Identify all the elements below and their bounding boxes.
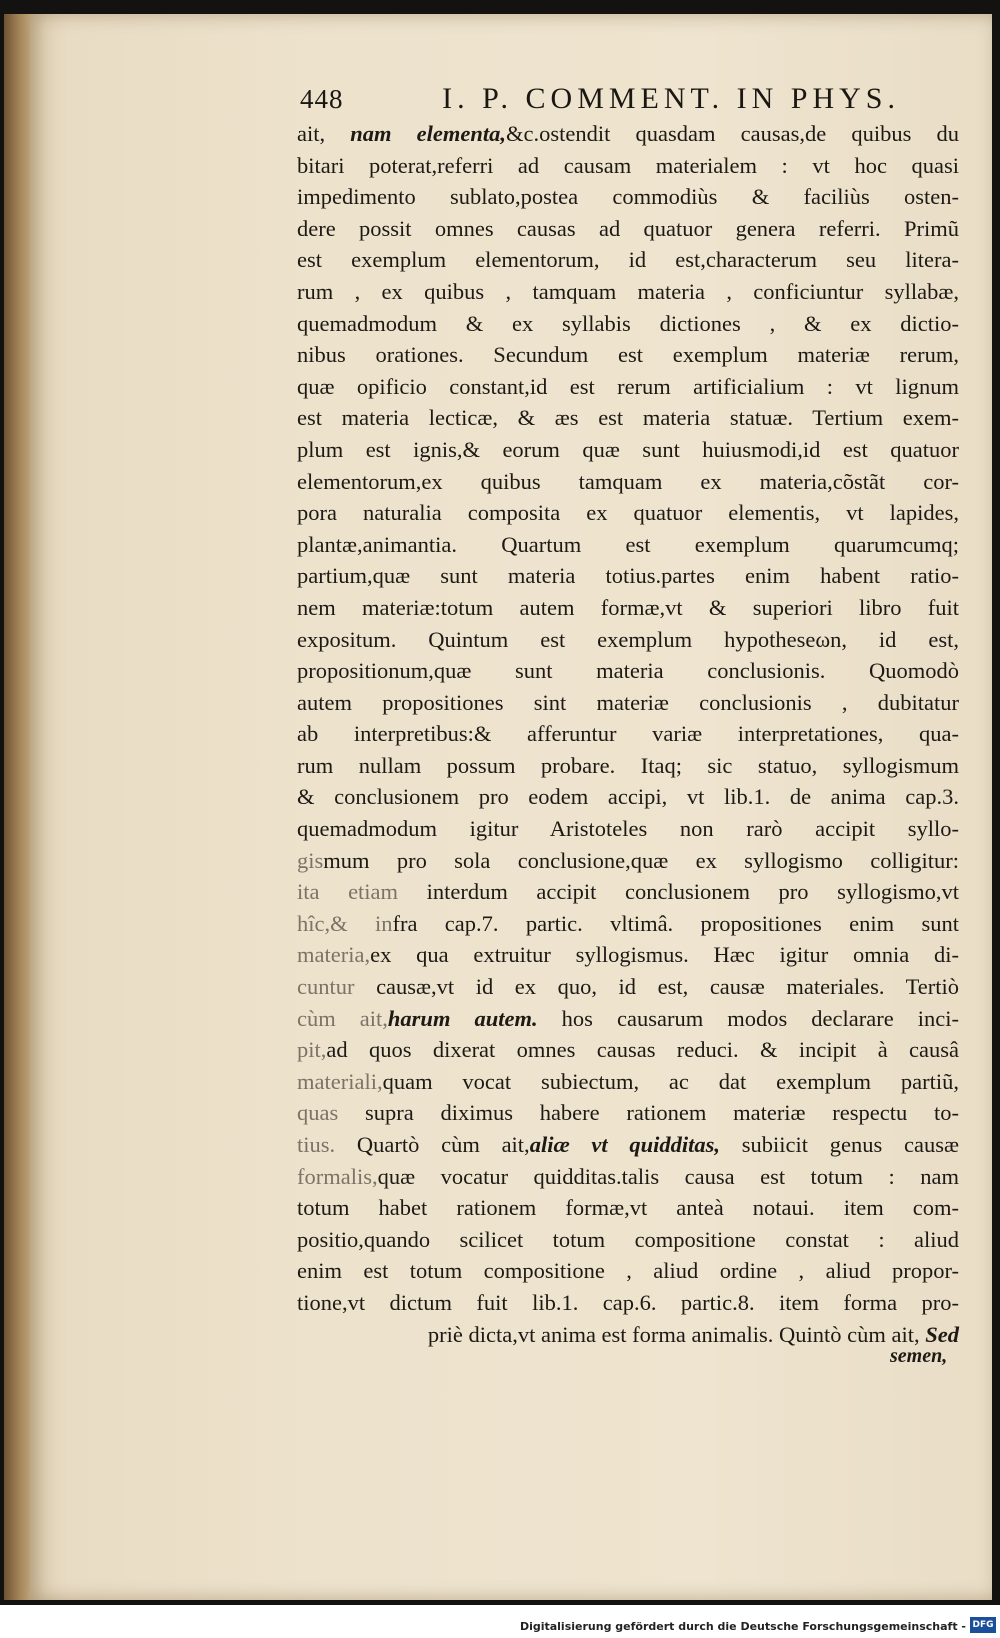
text-line xyxy=(297,150,959,182)
text-segment: hos causarum modos declarare inci- xyxy=(537,1005,959,1031)
text-segment: bitari poterat,referri ad causam materialem : vt hoc quasi xyxy=(297,152,959,178)
page-number: 448 xyxy=(300,84,344,114)
text-segment: pit, xyxy=(297,1037,327,1063)
text-segment: partium,quæ sunt materia totius.partes enim habent ratio- xyxy=(297,563,959,589)
text-line xyxy=(297,655,959,687)
text-line xyxy=(297,529,959,561)
text-segment: plantæ,animantia. Quartum est exemplum quarumcumq; xyxy=(297,531,959,557)
text-line xyxy=(297,971,959,1003)
text-line xyxy=(297,1034,959,1066)
text-line xyxy=(297,1003,959,1035)
text-segment: ita etiam xyxy=(297,879,427,905)
text-line xyxy=(297,1224,959,1256)
body-text xyxy=(297,118,959,1350)
text-segment: tius. xyxy=(297,1132,357,1157)
text-segment: materiali, xyxy=(297,1068,383,1094)
text-segment: hîc,& in xyxy=(297,910,393,936)
text-segment: &c.ostendit quasdam causas,de quibus du xyxy=(506,121,959,146)
text-segment: est exemplum elementorum, id est,characterum seu litera- xyxy=(297,247,959,273)
text-segment: impedimento sublato,postea commodiùs & faciliùs osten- xyxy=(297,184,959,210)
text-segment: nibus orationes. Secundum est exemplum materiæ rerum, xyxy=(297,342,959,368)
text-line xyxy=(297,624,959,656)
text-segment: propositionum,quæ sunt materia conclusionis. Quomodò xyxy=(297,658,959,684)
text-line xyxy=(297,1129,959,1161)
text-line xyxy=(297,939,959,971)
text-segment: cuntur xyxy=(297,974,377,1000)
text-line xyxy=(297,1255,959,1287)
text-line xyxy=(297,466,959,498)
text-line xyxy=(297,181,959,213)
text-segment: est materia lecticæ, & æs est materia statuæ. Tertium exem- xyxy=(297,405,959,431)
text-line xyxy=(297,118,959,150)
text-line xyxy=(297,908,959,940)
running-header xyxy=(300,82,900,116)
text-segment: subiicit genus causæ xyxy=(720,1132,959,1157)
italic-quote: harum autem. xyxy=(387,1005,538,1031)
dfg-logo: DFG xyxy=(970,1617,996,1633)
text-line xyxy=(297,1066,959,1098)
text-line xyxy=(297,813,959,845)
text-line xyxy=(297,750,959,782)
text-segment: quas xyxy=(297,1100,365,1126)
text-segment: positio,quando scilicet totum compositione constat : aliud xyxy=(297,1226,959,1252)
text-line xyxy=(297,497,959,529)
text-line xyxy=(297,402,959,434)
text-segment: quemadmodum igitur Aristoteles non rarò accipit syllo- xyxy=(297,816,959,842)
text-segment: nem materiæ:totum autem formæ,vt & superiori libro fuit xyxy=(297,594,959,620)
text-segment: totum habet rationem formæ,vt anteà notaui. item com- xyxy=(297,1195,959,1221)
text-line xyxy=(297,1287,959,1319)
text-line xyxy=(297,718,959,750)
text-line xyxy=(297,687,959,719)
digitization-credit: Digitalisierung gefördert durch die Deutsche Forschungsgemeinschaft - xyxy=(519,1620,966,1633)
text-segment: Quartò cùm ait, xyxy=(356,1132,530,1157)
text-segment: ab interpretibus:& afferuntur variæ interpretationes, qua- xyxy=(297,721,959,747)
italic-quote: nam elementa, xyxy=(350,121,507,146)
catchword: semen, xyxy=(890,1345,948,1367)
text-segment: ex qua extruitur syllogismus. Hæc igitur omnia di- xyxy=(370,942,959,968)
text-segment: supra diximus habere rationem materiæ respectu to- xyxy=(364,1100,959,1126)
text-segment: interdum accipit conclusionem pro syllogismo,vt xyxy=(426,879,959,905)
text-segment: cùm ait, xyxy=(297,1005,388,1031)
text-line xyxy=(297,434,959,466)
text-segment: formalis, xyxy=(297,1163,378,1189)
text-segment: tione,vt dictum fuit lib.1. cap.6. partic.8. item forma pro- xyxy=(297,1289,959,1315)
text-segment: quam vocat subiectum, ac dat exemplum partiũ, xyxy=(382,1068,959,1094)
text-segment: plum est ignis,& eorum quæ sunt huiusmodi,id est quatuor xyxy=(297,436,959,462)
text-line xyxy=(297,560,959,592)
text-segment: causæ,vt id ex quo, id est, causæ materiales. Tertiò xyxy=(376,974,960,1000)
text-line xyxy=(297,1319,959,1351)
text-segment: & conclusionem pro eodem accipi, vt lib.1. de anima cap.3. xyxy=(297,784,959,810)
text-segment: priè dicta,vt anima est forma animalis. Quintò cùm ait, xyxy=(427,1321,926,1347)
text-line xyxy=(297,1192,959,1224)
text-segment: rum , ex quibus , tamquam materia , conficiuntur syllabæ, xyxy=(297,278,959,304)
text-line xyxy=(297,276,959,308)
text-segment: ait, xyxy=(297,121,351,146)
text-line xyxy=(297,371,959,403)
text-segment: pora naturalia composita ex quatuor elementis, vt lapides, xyxy=(297,500,959,526)
text-line xyxy=(297,308,959,340)
text-line xyxy=(297,213,959,245)
text-line xyxy=(297,244,959,276)
italic-quote: Sed xyxy=(925,1321,959,1347)
text-segment: expositum. Quintum est exemplum hypotheseωn, id est, xyxy=(297,626,959,652)
text-segment: mum pro sola conclusione,quæ ex syllogismo colligitur: xyxy=(323,847,959,873)
text-segment: materia, xyxy=(297,942,371,968)
text-segment: ad quos dixerat omnes causas reduci. & incipit à causâ xyxy=(326,1037,959,1063)
text-segment: enim est totum compositione , aliud ordine , aliud propor- xyxy=(297,1258,959,1284)
text-line xyxy=(297,781,959,813)
running-head-title: I. P. COMMENT. IN PHYS. xyxy=(442,82,900,115)
text-line xyxy=(297,1097,959,1129)
text-segment: rum nullam possum probare. Itaq; sic statuo, syllogismum xyxy=(297,752,959,778)
text-line xyxy=(297,592,959,624)
text-segment: fra cap.7. partic. vltimâ. propositiones enim sunt xyxy=(392,910,959,936)
text-segment: quæ vocatur quidditas.talis causa est totum : nam xyxy=(377,1163,959,1189)
text-line xyxy=(297,1161,959,1193)
text-segment: quæ opificio constant,id est rerum artificialium : vt lignum xyxy=(297,373,959,399)
text-line xyxy=(297,845,959,877)
text-segment: quemadmodum & ex syllabis dictiones , & ex dictio- xyxy=(297,310,959,336)
text-line xyxy=(297,876,959,908)
text-segment: elementorum,ex quibus tamquam ex materia,cõstãt cor- xyxy=(297,468,959,494)
text-segment: dere possit omnes causas ad quatuor genera referri. Primũ xyxy=(297,215,959,241)
text-segment: gis xyxy=(297,847,324,873)
text-segment: autem propositiones sint materiæ conclusionis , dubitatur xyxy=(297,689,959,715)
italic-quote: aliæ vt quidditas, xyxy=(529,1132,721,1157)
text-line xyxy=(297,339,959,371)
